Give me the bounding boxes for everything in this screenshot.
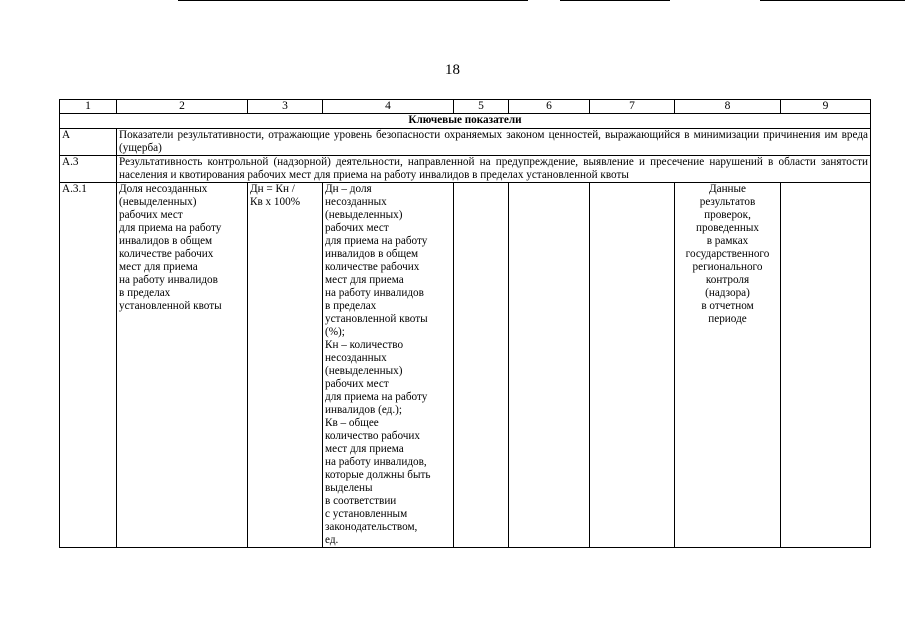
empty-cell xyxy=(509,183,590,548)
indicator-name-cell xyxy=(117,183,248,548)
indicator-name-line: в пределах xyxy=(119,287,171,299)
data-source-line: проверок, xyxy=(704,209,751,221)
column-number: 8 xyxy=(675,100,781,114)
definition-line: в пределах xyxy=(325,300,377,312)
scan-edge-line-far-right xyxy=(760,0,905,1)
table-row xyxy=(60,183,871,548)
column-number: 9 xyxy=(781,100,871,114)
data-source-line: проведенных xyxy=(696,222,759,234)
definition-line: количество рабочих xyxy=(325,430,420,442)
row-text: Показатели результативности, отражающие уровень безопасности охраняемых законом ценностей, выражающийся в минимизации причинения им вреда (ущерба) xyxy=(117,129,871,156)
column-number: 6 xyxy=(509,100,590,114)
definition-line: мест для приема xyxy=(325,274,404,286)
indicators-table xyxy=(59,99,871,548)
data-source-line: в отчетном xyxy=(701,300,754,312)
definition-line: количестве рабочих xyxy=(325,261,420,273)
data-source-line: (надзора) xyxy=(705,287,750,299)
page-number: 18 xyxy=(445,62,460,78)
data-source-line: Данные xyxy=(708,183,747,195)
definition-line: Кв – общее xyxy=(325,417,379,429)
definition-line: рабочих мест xyxy=(325,222,389,234)
empty-cell xyxy=(454,183,509,548)
definition-line: с установленным xyxy=(325,508,408,520)
column-number: 2 xyxy=(117,100,248,114)
definition-line: которые должны быть xyxy=(325,469,431,481)
indicator-name-line: рабочих мест xyxy=(119,209,183,221)
column-number: 4 xyxy=(323,100,454,114)
definition-line: Дн – доля xyxy=(325,183,372,195)
data-source-line: контроля xyxy=(705,274,750,286)
column-number: 1 xyxy=(60,100,117,114)
definition-line: выделены xyxy=(325,482,373,494)
section-row xyxy=(60,114,871,129)
definition-line: Кн – количество xyxy=(325,339,404,351)
definition-line: мест для приема xyxy=(325,443,404,455)
definition-line: установленной квоты xyxy=(325,313,428,325)
row-code: А xyxy=(60,129,117,156)
definition-line: для приема на работу xyxy=(325,391,428,403)
definition-line: для приема на работу xyxy=(325,235,428,247)
definition-line: инвалидов в общем xyxy=(325,248,419,260)
definition-line: рабочих мест xyxy=(325,378,389,390)
definition-line: на работу инвалидов xyxy=(325,287,424,299)
table-row xyxy=(60,129,871,156)
data-source-line: периоде xyxy=(708,313,747,325)
section-title: Ключевые показатели xyxy=(60,114,871,129)
indicator-name-line: количестве рабочих xyxy=(119,248,214,260)
data-source-line: результатов xyxy=(699,196,756,208)
definition-line: (невыделенных) xyxy=(325,209,403,221)
definition-cell xyxy=(323,183,454,548)
row-text: Результативность контрольной (надзорной) деятельности, направленной на предупреждение, выявление и пресечение нарушений в области занятости населения и квотирования рабочих мест для приема на работу инвалидов в пределах установленной квоты xyxy=(117,156,871,183)
column-number: 5 xyxy=(454,100,509,114)
empty-cell xyxy=(781,183,871,548)
definition-line: несозданных xyxy=(325,196,387,208)
empty-cell xyxy=(590,183,675,548)
formula-line: Кв х 100% xyxy=(250,196,301,208)
definition-line: (невыделенных) xyxy=(325,365,403,377)
definition-line: несозданных xyxy=(325,352,387,364)
indicator-name-line: инвалидов в общем xyxy=(119,235,213,247)
indicator-name-line: Доля несозданных xyxy=(119,183,208,195)
data-source-cell xyxy=(675,183,781,548)
data-source-line: в рамках xyxy=(706,235,749,247)
indicator-name-line: для приема на работу xyxy=(119,222,222,234)
scan-edge-line-left xyxy=(178,0,528,1)
indicator-name-line: установленной квоты xyxy=(119,300,222,312)
column-number: 3 xyxy=(248,100,323,114)
definition-line: (%); xyxy=(325,326,345,338)
column-number-row xyxy=(60,100,871,114)
indicator-name-line: на работу инвалидов xyxy=(119,274,218,286)
data-source-line: регионального xyxy=(692,261,763,273)
definition-line: инвалидов (ед.); xyxy=(325,404,402,416)
table-row xyxy=(60,156,871,183)
indicator-name-line: мест для приема xyxy=(119,261,198,273)
row-code: А.3.1 xyxy=(60,183,117,548)
definition-line: законодательством, xyxy=(325,521,418,533)
indicator-name-line: (невыделенных) xyxy=(119,196,197,208)
row-code: А.3 xyxy=(60,156,117,183)
data-source-line: государственного xyxy=(685,248,770,260)
formula-cell xyxy=(248,183,323,548)
definition-line: на работу инвалидов, xyxy=(325,456,427,468)
column-number: 7 xyxy=(590,100,675,114)
scan-edge-line-right xyxy=(560,0,670,1)
formula-line: Дн = Кн / xyxy=(250,183,295,195)
definition-line: ед. xyxy=(325,534,339,546)
definition-line: в соответствии xyxy=(325,495,397,507)
